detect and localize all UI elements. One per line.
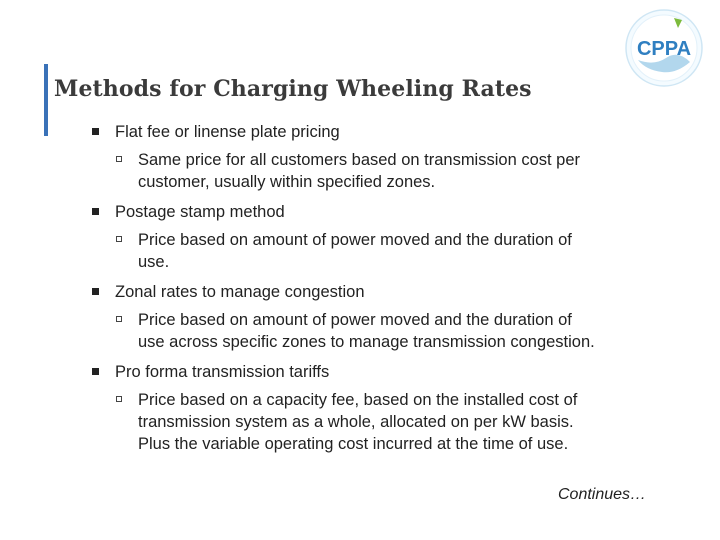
square-bullet-icon xyxy=(92,288,99,295)
hollow-square-bullet-icon xyxy=(116,236,122,242)
hollow-square-bullet-icon xyxy=(116,396,122,402)
bullet-text: Zonal rates to manage congestion xyxy=(115,283,365,301)
title-accent-bar xyxy=(44,64,48,136)
continues-note: Continues… xyxy=(558,486,647,503)
bullet-text: Postage stamp method xyxy=(115,203,285,221)
sub-bullet-text: Same price for all customers based on transmission cost per xyxy=(138,151,581,169)
sub-bullet-text: Plus the variable operating cost incurred at the time of use. xyxy=(138,435,569,453)
logo-text: CPPA xyxy=(636,38,692,60)
sub-bullet-text: transmission system as a whole, allocated on per kW basis. xyxy=(138,413,574,431)
hollow-square-bullet-icon xyxy=(116,316,122,322)
sub-bullet-text: Price based on a capacity fee, based on the installed cost of xyxy=(138,391,578,409)
square-bullet-icon xyxy=(92,128,99,135)
sub-bullet-text: use. xyxy=(138,253,170,271)
sub-bullet-text: customer, usually within specified zones. xyxy=(138,173,436,191)
bullet-text: Pro forma transmission tariffs xyxy=(115,363,330,381)
sub-bullet-text: Price based on amount of power moved and the duration of xyxy=(138,311,572,329)
hollow-square-bullet-icon xyxy=(116,156,122,162)
square-bullet-icon xyxy=(92,208,99,215)
bullet-text: Flat fee or linense plate pricing xyxy=(115,123,340,141)
sub-bullet-text: Price based on amount of power moved and the duration of xyxy=(138,231,572,249)
slide-title: Methods for Charging Wheeling Rates xyxy=(54,76,532,102)
square-bullet-icon xyxy=(92,368,99,375)
cppa-logo-icon xyxy=(624,8,704,88)
sub-bullet-text: use across specific zones to manage transmission congestion. xyxy=(138,333,595,351)
